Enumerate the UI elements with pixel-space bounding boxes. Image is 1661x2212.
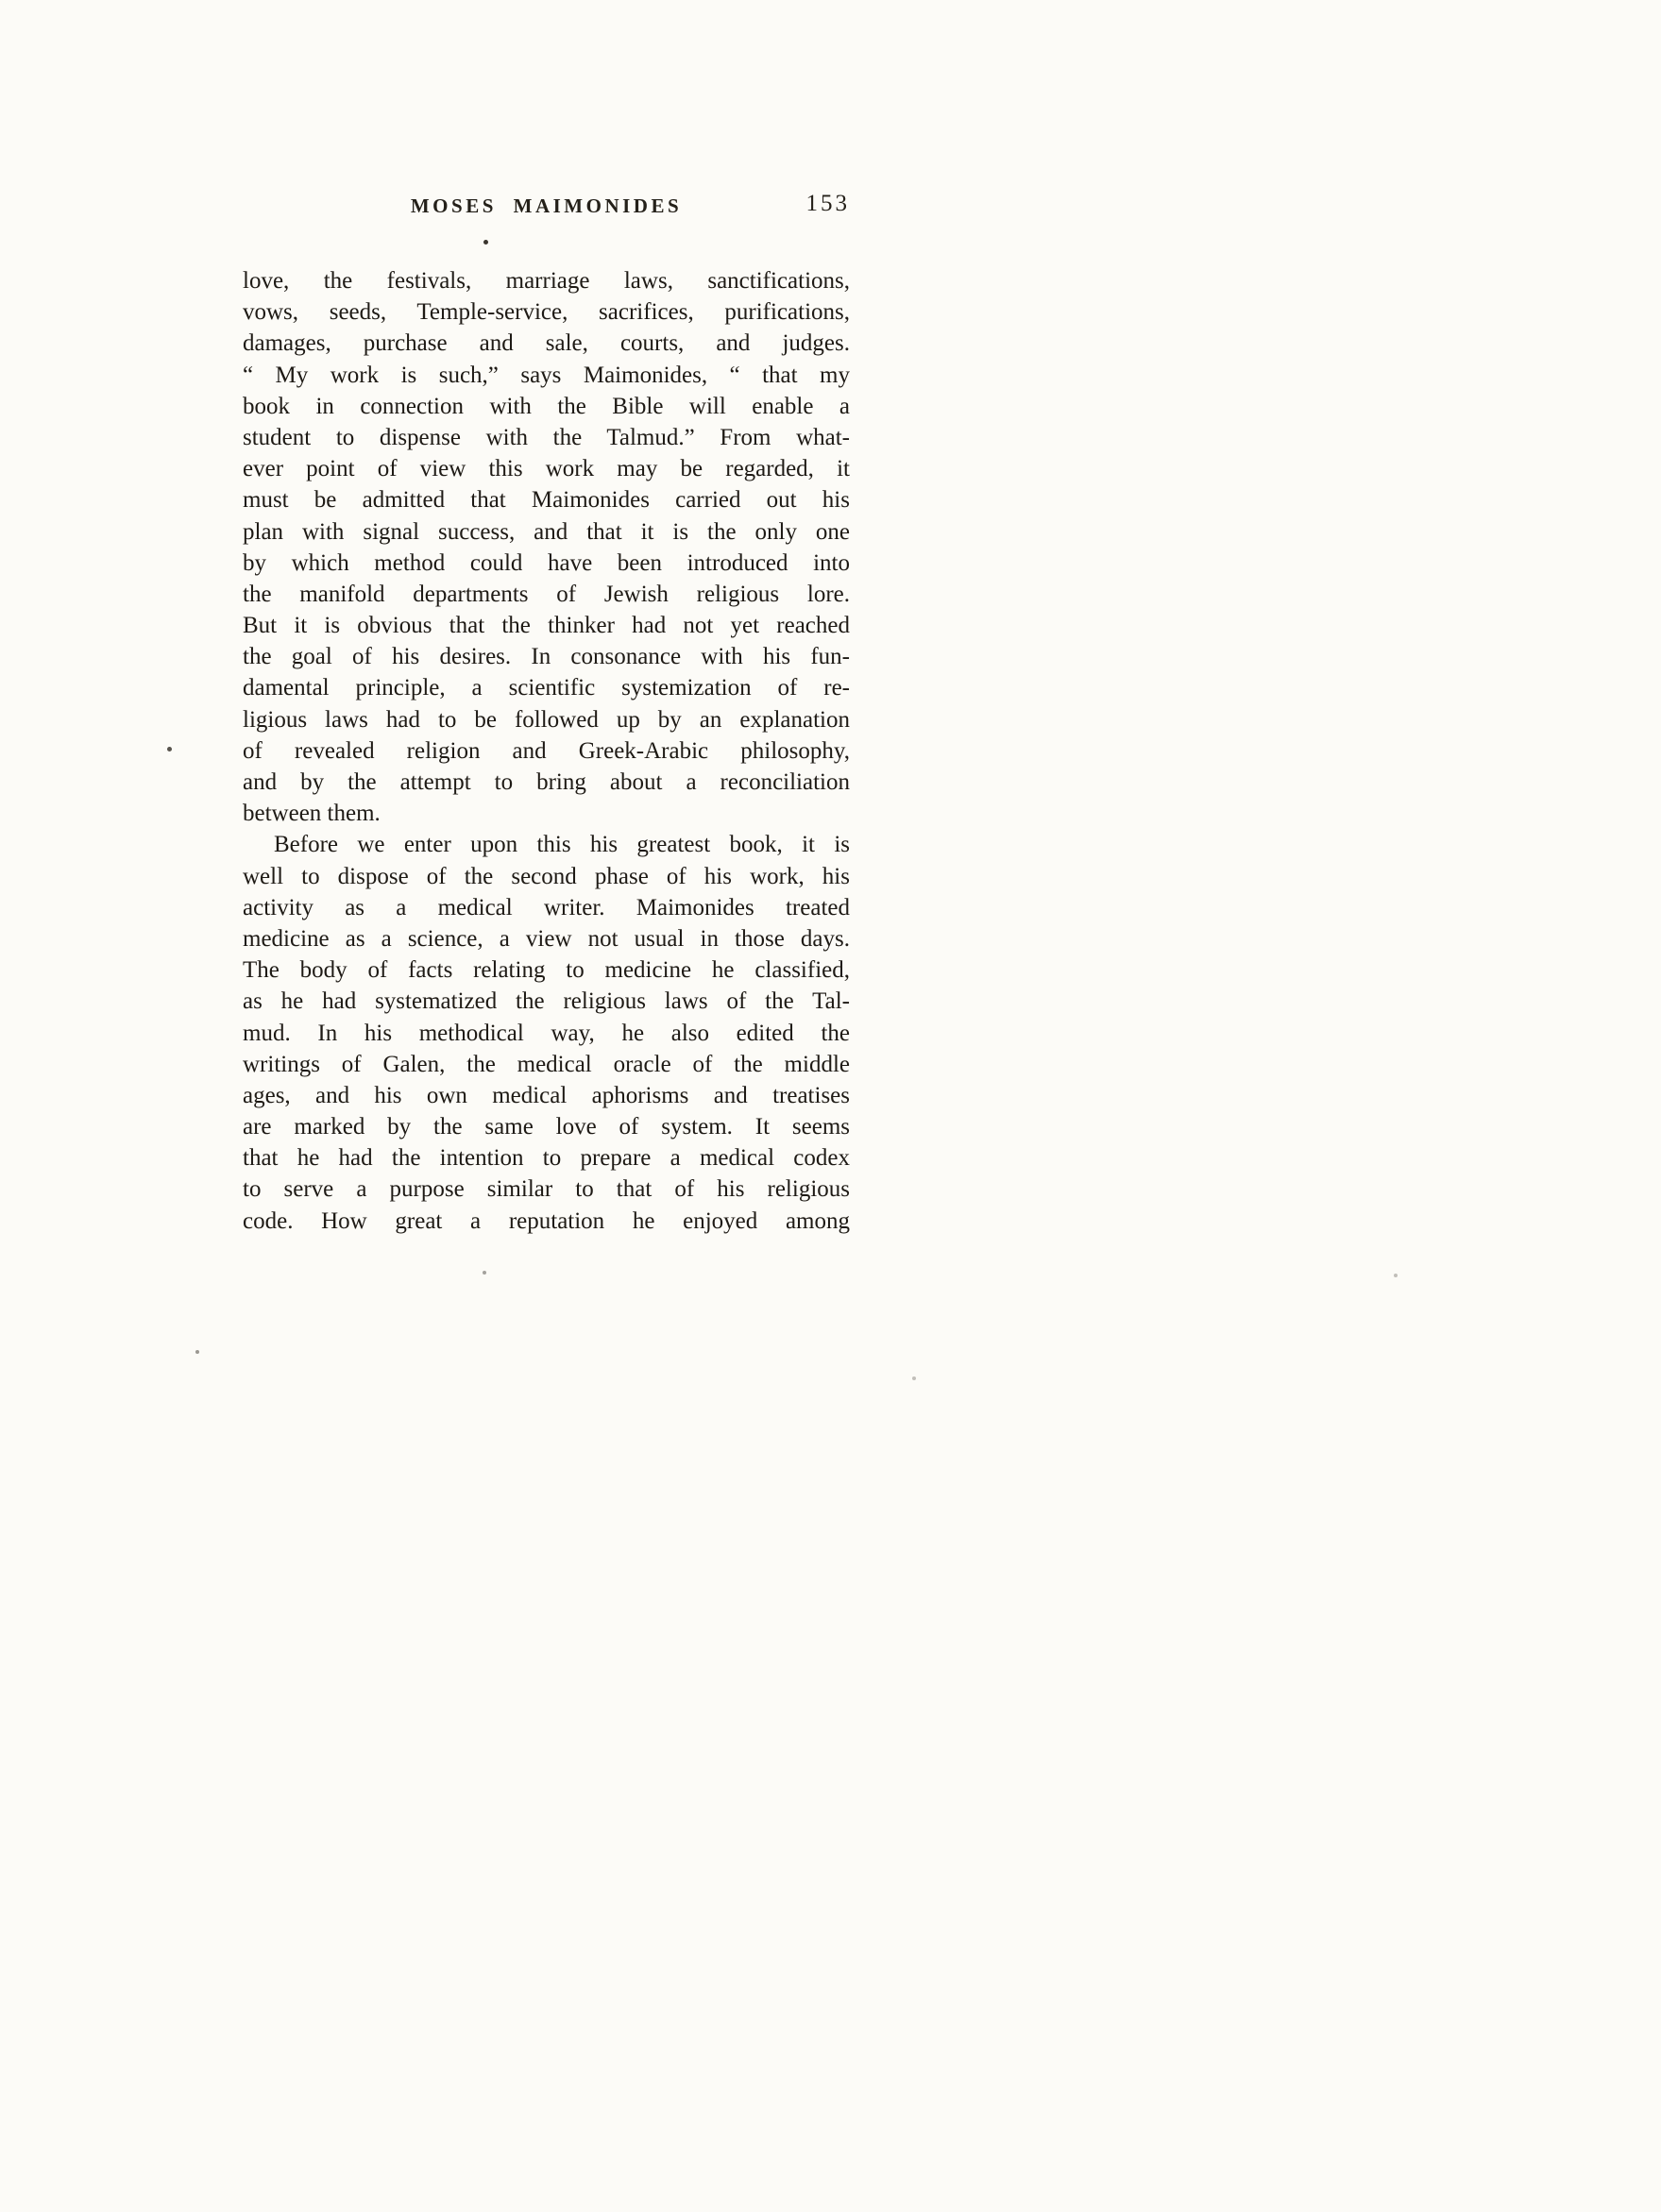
text-line: student to dispense with the Talmud.” From what- [243,424,850,450]
scan-artifact [912,1376,916,1380]
text-line: writings of Galen, the medical oracle of the middle [243,1051,850,1077]
text-line: mud. In his methodical way, he also edited the [243,1020,850,1046]
text-line: of revealed religion and Greek-Arabic philosophy, [243,737,850,764]
text-line: and by the attempt to bring about a reconciliation [243,769,850,795]
text-line: damages, purchase and sale, courts, and judges. [243,330,850,357]
text-line: the goal of his desires. In consonance with his fun- [243,644,850,670]
text-line: to serve a purpose similar to that of his religious [243,1176,850,1203]
text-line: are marked by the same love of system. It seems [243,1114,850,1140]
text-line: The body of facts relating to medicine he classified, [243,957,850,984]
text-line: activity as a medical writer. Maimonides treated [243,894,850,920]
text-column [243,191,850,1237]
text-line: ages, and his own medical aphorisms and treatises [243,1082,850,1108]
text-line: book in connection with the Bible will enable a [243,393,850,419]
text-line: vows, seeds, Temple-service, sacrifices, purifications, [243,299,850,326]
page-body [243,265,850,1237]
text-line: medicine as a science, a view not usual in those days. [243,925,850,952]
running-head [243,191,850,225]
paragraph [243,265,850,829]
text-line: that he had the intention to prepare a medical codex [243,1145,850,1172]
chapter-title: MOSES MAIMONIDES [410,194,683,217]
scan-artifact [195,1350,199,1354]
text-line: well to dispose of the second phase of his work, his [243,863,850,889]
text-line: by which method could have been introduced into [243,549,850,576]
text-line: as he had systematized the religious laws of the Tal- [243,988,850,1015]
scan-artifact [483,1271,486,1275]
page-number: 153 [805,191,850,216]
scan-artifact [1394,1274,1398,1277]
text-line: “ My work is such,” says Maimonides, “ that my [243,362,850,388]
text-line: ever point of view this work may be regarded, it [243,456,850,482]
text-line: code. How great a reputation he enjoyed among [243,1207,850,1234]
text-line: damental principle, a scientific systemization of re- [243,675,850,701]
text-line: between them. [243,801,381,827]
text-line: plan with signal success, and that it is the only one [243,518,850,545]
text-line: love, the festivals, marriage laws, sanctifications, [243,268,850,294]
paragraph [243,829,850,1236]
text-line: ligious laws had to be followed up by an explanation [243,706,850,733]
text-line: must be admitted that Maimonides carried out his [243,487,850,514]
text-line: the manifold departments of Jewish religious lore. [243,581,850,607]
scan-artifact [167,747,172,751]
text-line: But it is obvious that the thinker had not yet reached [243,613,850,639]
text-line: Before we enter upon this his greatest book, it is [274,832,850,858]
